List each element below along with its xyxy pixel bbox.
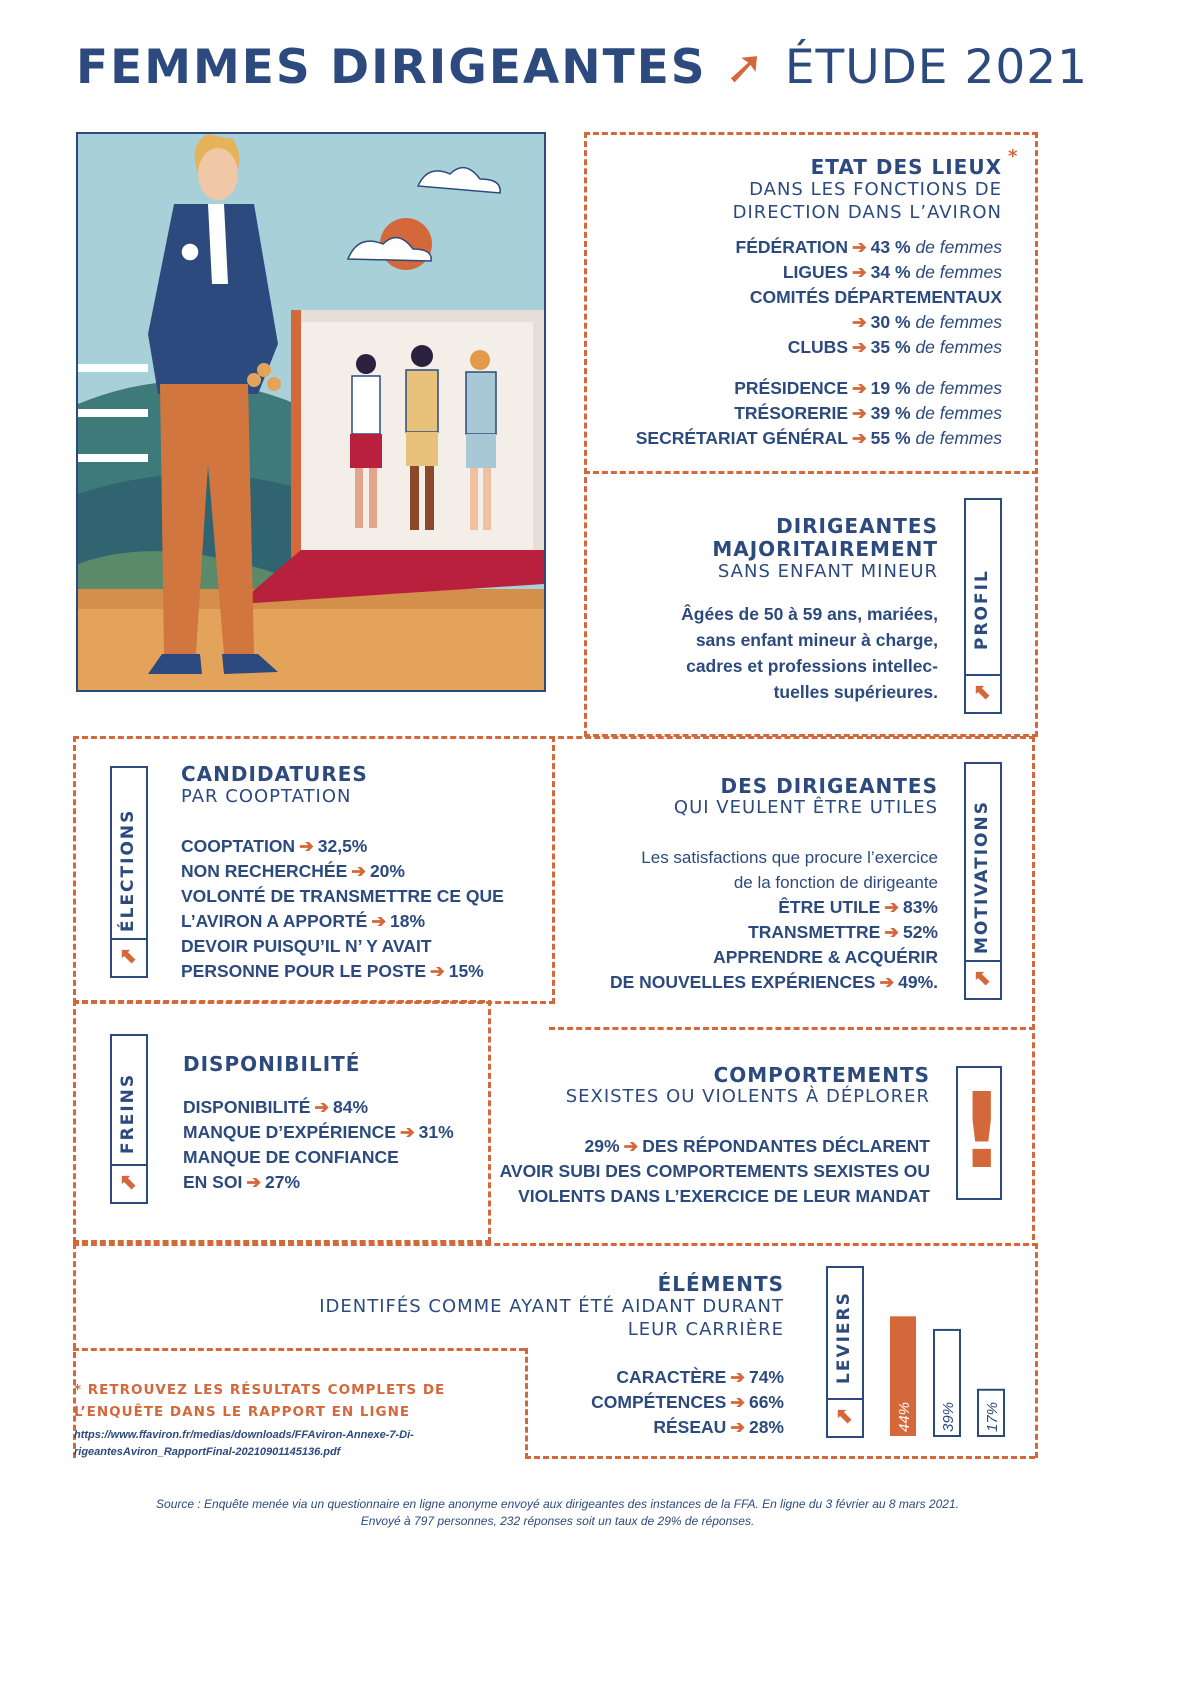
- profil-title-2: MAJORITAIREMENT: [712, 537, 938, 561]
- motivations-tag: [964, 762, 1002, 1000]
- illustration: [76, 132, 546, 692]
- arrow-right-icon: ➔: [852, 237, 867, 257]
- arrow-up-left-icon: ⬉: [112, 938, 146, 976]
- motivations-tag-label: MOTIVATIONS: [972, 800, 992, 954]
- arrow-right-icon: ➔: [430, 961, 445, 981]
- warning-icon: !: [956, 1066, 1002, 1200]
- arrow-up-right-icon: ➚: [725, 40, 767, 95]
- profil-tag: [964, 498, 1002, 714]
- arrow-right-icon: ➔: [623, 1136, 639, 1156]
- leviers-bar-chart: [870, 1266, 1010, 1438]
- elections-tag-label: ÉLECTIONS: [118, 808, 138, 932]
- arrow-right-icon: ➔: [730, 1367, 745, 1387]
- motivations-title: DES DIRIGEANTES: [720, 774, 938, 798]
- freins-title: DISPONIBILITÉ: [183, 1052, 361, 1076]
- bar-label: 17%: [984, 1401, 1001, 1432]
- arrow-right-icon: ➔: [730, 1392, 745, 1412]
- motivations-intro-2: de la fonction de dirigeante: [733, 873, 938, 892]
- arrow-right-icon: ➔: [852, 312, 867, 332]
- asterisk-icon: *: [1008, 146, 1018, 167]
- page-title: [76, 40, 1088, 95]
- etat-row: LIGUES ➔ 34 % de femmes: [782, 262, 1002, 282]
- etat-row: CLUBS ➔ 35 % de femmes: [787, 337, 1002, 357]
- title-bold: FEMMES DIRIGEANTES: [76, 40, 707, 95]
- source-line-2: Envoyé à 797 personnes, 232 réponses soit un taux de 29% de réponses.: [360, 1514, 755, 1528]
- etat-subtitle-2: DIRECTION DANS L’AVIRON: [732, 202, 1002, 223]
- source-line-1: Source : Enquête menée via un questionnaire en ligne anonyme envoyé aux dirigeantes des instances de la FFA. En ligne du 3 février au 8 mars 2021.: [156, 1497, 959, 1511]
- motivations-subtitle: QUI VEULENT ÊTRE UTILES: [673, 797, 938, 818]
- etat-row: FÉDÉRATION ➔ 43 % de femmes: [735, 237, 1002, 257]
- elections-tag: [110, 766, 148, 978]
- arrow-up-left-icon: ⬉: [966, 674, 1000, 712]
- arrow-up-left-icon: ⬉: [112, 1164, 146, 1202]
- etat-subtitle-1: DANS LES FONCTIONS DE: [749, 179, 1002, 200]
- leviers-tag-label: LEVIERS: [834, 1291, 854, 1384]
- arrow-right-icon: ➔: [371, 911, 387, 931]
- arrow-right-icon: ➔: [852, 378, 867, 398]
- elections-subtitle: PAR COOPTATION: [181, 786, 352, 807]
- profil-body: Âgées de 50 à 59 ans, mariées, sans enfant mineur à charge, cadres et professions intellec- tuelles supérieures.: [681, 604, 938, 702]
- freins-tag-label: FREINS: [118, 1072, 138, 1154]
- report-note-1: * RETROUVEZ LES RÉSULTATS COMPLETS DE: [74, 1382, 446, 1398]
- etat-stats: [636, 237, 1002, 453]
- leviers-subtitle-1: IDENTIFÉS COMME AYANT ÉTÉ AIDANT DURANT: [319, 1296, 784, 1317]
- arrow-right-icon: ➔: [314, 1097, 330, 1117]
- comportements-title: COMPORTEMENTS: [713, 1063, 930, 1087]
- arrow-right-icon: ➔: [246, 1172, 261, 1192]
- arrow-right-icon: ➔: [351, 861, 366, 881]
- profil-subtitle: SANS ENFANT MINEUR: [717, 561, 938, 582]
- motivations-stats: ÊTRE UTILE ➔ 83% TRANSMETTRE ➔ 52% APPRENDRE & ACQUÉRIR DE NOUVELLES EXPÉRIENCES ➔ 49%.: [609, 897, 938, 992]
- arrow-right-icon: ➔: [852, 262, 867, 282]
- report-link-1[interactable]: https://www.ffaviron.fr/medias/downloads/FFAviron-Annexe-7-Di-: [74, 1429, 414, 1441]
- arrow-right-icon: ➔: [879, 972, 895, 992]
- arrow-up-left-icon: ⬉: [966, 960, 1000, 998]
- rower-illustration: [78, 134, 544, 690]
- report-note-2: L’ENQUÊTE DANS LE RAPPORT EN LIGNE: [74, 1404, 411, 1420]
- arrow-right-icon: ➔: [399, 1122, 415, 1142]
- etat-row: SECRÉTARIAT GÉNÉRAL ➔ 55 % de femmes: [635, 428, 1002, 448]
- etat-row: TRÉSORERIE ➔ 39 % de femmes: [734, 403, 1002, 423]
- arrow-right-icon: ➔: [852, 337, 867, 357]
- elections-stats: COOPTATION ➔ 32,5% NON RECHERCHÉE ➔ 20% VOLONTÉ DE TRANSMETTRE CE QUE L’AVIRON A APPORTÉ ➔ 18% DEVOIR PUISQU’IL N’ Y AVAIT PERSONNE POUR LE POSTE ➔ 15%: [181, 836, 504, 981]
- freins-tag: [110, 1034, 148, 1204]
- leviers-inner-border: [73, 1348, 525, 1351]
- leviers-title: ÉLÉMENTS: [657, 1272, 784, 1296]
- etat-row: PRÉSIDENCE ➔ 19 % de femmes: [734, 378, 1002, 398]
- comportements-subtitle: SEXISTES OU VIOLENTS À DÉPLORER: [565, 1086, 930, 1107]
- arrow-right-icon: ➔: [884, 922, 899, 942]
- etat-row: ➔ 30 % de femmes: [636, 312, 1002, 337]
- elections-title: CANDIDATURES: [181, 762, 368, 786]
- arrow-right-icon: ➔: [884, 897, 899, 917]
- report-link-2[interactable]: rigeantesAviron_RapportFinal-20210901145136.pdf: [74, 1446, 341, 1458]
- comportements-stats: 29% ➔ DES RÉPONDANTES DÉCLARENT AVOIR SUBI DES COMPORTEMENTS SEXISTES OU VIOLENTS DANS L’EXERCICE DE LEUR MANDAT: [499, 1136, 930, 1206]
- freins-stats: DISPONIBILITÉ ➔ 84% MANQUE D’EXPÉRIENCE ➔ 31% MANQUE DE CONFIANCE EN SOI ➔ 27%: [183, 1097, 454, 1192]
- etat-row: COMITÉS DÉPARTEMENTAUX: [749, 287, 1002, 307]
- leviers-tag: [826, 1266, 864, 1438]
- leviers-stats: CARACTÈRE ➔ 74% COMPÉTENCES ➔ 66% RÉSEAU ➔ 28%: [591, 1367, 784, 1437]
- bar-label: 44%: [896, 1401, 913, 1432]
- freins-top-border: [73, 1000, 485, 1003]
- profil-title-1: DIRIGEANTES: [776, 514, 938, 538]
- arrow-right-icon: ➔: [852, 403, 867, 423]
- leviers-subtitle-2: LEUR CARRIÈRE: [627, 1319, 784, 1340]
- etat-title: ETAT DES LIEUX: [810, 155, 1002, 179]
- motivations-intro-1: Les satisfactions que procure l’exercice: [641, 848, 938, 867]
- bar-label: 39%: [940, 1401, 957, 1432]
- arrow-up-left-icon: ⬉: [828, 1398, 862, 1436]
- arrow-right-icon: ➔: [299, 836, 314, 856]
- arrow-right-icon: ➔: [730, 1417, 745, 1437]
- profil-tag-label: PROFIL: [972, 569, 992, 650]
- title-year: ÉTUDE 2021: [784, 40, 1089, 95]
- arrow-right-icon: ➔: [852, 428, 867, 448]
